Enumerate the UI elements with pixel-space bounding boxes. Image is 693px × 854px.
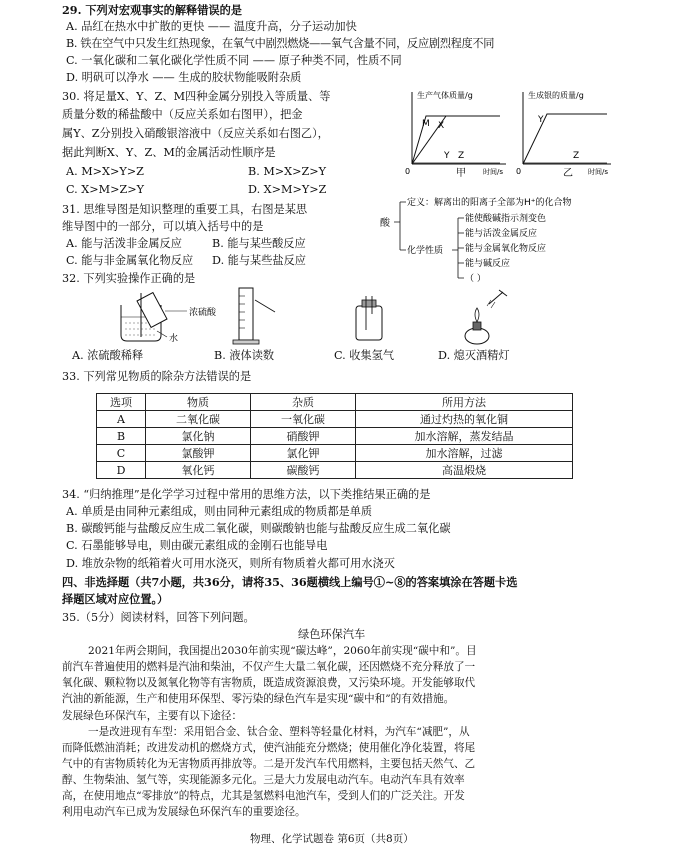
q34-option-b: B. 碳酸钙能与盐酸反应生成二氧化碳，则碳酸钠也能与盐酸反应生成二氧化碳 <box>66 522 451 535</box>
article-line: 汽油的新能源，生产和使用环保型、零污染的绿色汽车是实现“碳中和”的有效措施。 <box>62 693 455 705</box>
q30-line-4: 据此判断X、Y、Z、M的金属活动性顺序是 <box>62 146 276 159</box>
mind-map-item-3: 能与金属氧化物反应 <box>465 244 547 254</box>
q31-option-d: D. 能与某些盐反应 <box>212 254 306 267</box>
cell: 碳酸钙 <box>251 462 356 479</box>
header-option: 选项 <box>97 394 146 411</box>
table-row <box>97 445 573 462</box>
mind-map-definition: 定义：解离出的阳离子全部为H⁺的化合物 <box>407 198 572 208</box>
q30-option-a: A. M>X>Y>Z <box>66 165 144 178</box>
label-z2: Z <box>573 151 580 161</box>
q30-line-2: 质量分数的稀盐酸中（反应关系如右图甲），把金 <box>62 108 303 121</box>
q29-option-c: C. 一氧化碳和二氧化碳化学性质不同 —— 原子种类不同，性质不同 <box>66 54 402 67</box>
q29-option-b: B. 铁在空气中只发生红热现象，在氧气中剧烈燃烧——氧气含量不同，反应剧烈程度不同 <box>66 37 495 50</box>
mind-map-item-2: 能与活泼金属反应 <box>465 229 538 239</box>
article-title: 绿色环保汽车 <box>298 628 366 641</box>
q33-stem: 33. 下列常见物质的除杂方法错误的是 <box>62 370 252 383</box>
header-impurity: 杂质 <box>251 394 356 411</box>
air-stream <box>487 300 495 308</box>
q31-option-a: A. 能与活泼非金属反应 <box>66 237 182 250</box>
table-row <box>97 462 573 479</box>
q31-line-1: 31. 思维导图是知识整理的重要工具，右图是某思 <box>62 203 308 216</box>
article-line: 利用电动汽车已成为发展绿色环保汽车的重要途径。 <box>62 806 306 818</box>
cell: D <box>97 462 146 479</box>
table-row <box>97 411 573 428</box>
q32-option-c: C. 收集氢气 <box>334 349 395 362</box>
q32-option-b: B. 液体读数 <box>214 349 275 362</box>
cell: B <box>97 428 146 445</box>
branch-bracket <box>452 218 464 278</box>
q34-option-d: D. 堆放杂物的纸箱着火可用水浇灭，则所有物质着火都可用水浇灭 <box>66 557 395 570</box>
article-line: 而降低燃油消耗；改进发动机的燃烧方式，使汽油能充分燃烧；使用催化净化装置，将尾 <box>62 742 476 754</box>
graph-jia-ylabel: 生产气体质量/g <box>417 91 473 100</box>
cell: C <box>97 445 146 462</box>
gas-bottle <box>356 306 382 340</box>
label-y2: Y <box>538 115 544 125</box>
mind-map-root: 酸 <box>380 218 390 229</box>
cell: 一氧化碳 <box>251 411 356 428</box>
header-substance: 物质 <box>146 394 251 411</box>
graph-yi-origin: 0 <box>516 167 522 176</box>
article-line: 醇、生物柴油、氢气等，实现能源多元化。三是大力发展电动汽车。电动汽车具有效率 <box>62 774 465 786</box>
section-4-line-2: 择题区域对应位置。） <box>62 592 169 606</box>
table-header-row <box>97 394 573 411</box>
q32-option-d: D. 熄灭酒精灯 <box>438 349 510 362</box>
acid-bottle <box>137 293 167 328</box>
article-line: 高，在使用地点“零排放”的特点，尤其是氢燃料电池汽车，受到人们的广泛关注。开发 <box>62 790 465 802</box>
q30-option-d: D. X>M>Y>Z <box>248 183 327 196</box>
table-row <box>97 428 573 445</box>
lamp-flame <box>475 308 479 322</box>
graph-yi <box>511 86 615 178</box>
blowing-mouth <box>489 290 507 304</box>
cell: 二氧化碳 <box>146 411 251 428</box>
water-pointer <box>157 331 167 337</box>
q35-stem: 35.（5分）阅读材料，回答下列问题。 <box>62 611 255 624</box>
label-m: M <box>422 119 430 129</box>
graph-jia-name: 甲 <box>456 168 466 178</box>
article-line: 发展绿色环保汽车，主要有以下途径： <box>62 710 243 722</box>
q29-option-a: A. 品红在热水中扩散的更快 —— 温度升高，分子运动加快 <box>66 20 357 33</box>
mind-map-item-1: 能使酸碱指示剂变色 <box>465 214 547 224</box>
graph-jia-origin: 0 <box>405 167 411 176</box>
cell: 氯化钠 <box>146 428 251 445</box>
figure-b-cylinder <box>225 286 285 346</box>
graph-jia-xlabel: 时间/s <box>483 168 504 176</box>
water-label: 水 <box>169 334 179 344</box>
article-line: 2021年两会期间，我国提出2030年前实现“碳达峰”，2060年前实现“碳中和”。目 <box>88 645 477 657</box>
cell: 通过灼热的氧化铜 <box>356 411 573 428</box>
graph-yi-xlabel: 时间/s <box>588 168 609 176</box>
q34-option-c: C. 石墨能够导电，则由碳元素组成的金刚石也能导电 <box>66 539 328 552</box>
q32-stem: 32. 下列实验操作正确的是 <box>62 272 196 285</box>
cell: 硝酸钾 <box>251 428 356 445</box>
header-method: 所用方法 <box>356 394 573 411</box>
graph-jia <box>400 86 512 178</box>
root-bracket <box>394 202 406 250</box>
cylinder-base <box>233 340 259 344</box>
q32-option-a: A. 浓硫酸稀释 <box>72 349 144 362</box>
sight-line <box>255 300 275 312</box>
q29-stem: 29. 下列对宏观事实的解释错误的是 <box>62 3 242 17</box>
label-x: X <box>438 121 445 131</box>
q29-option-d: D. 明矾可以净水 —— 生成的胶状物能吸附杂质 <box>66 71 302 84</box>
mind-map-item-5: （ ） <box>465 274 486 284</box>
curve-y <box>523 114 607 164</box>
article-line: 氧化碳、颗粒物以及氮氧化物等有害物质，既造成资源浪费，又污染环境。开发能够取代 <box>62 677 476 689</box>
cell: 氯酸钾 <box>146 445 251 462</box>
bottle-stopper <box>362 300 376 307</box>
page-footer: 物理、化学试题卷 第6页（共8页） <box>250 833 414 845</box>
article-line: 一是改进现有车型：采用铝合金、钛合金、塑料等轻量化材料，为汽车“减肥”，从 <box>88 726 470 738</box>
cell: A <box>97 411 146 428</box>
cell: 氯化钾 <box>251 445 356 462</box>
lamp-wick <box>473 322 481 330</box>
acid-label: 浓硫酸 <box>189 308 217 318</box>
q30-option-c: C. X>M>Z>Y <box>66 183 144 196</box>
q31-option-b: B. 能与某些酸反应 <box>212 237 306 250</box>
mind-map <box>378 188 633 286</box>
q30-line-1: 30. 将足量X、Y、Z、M四种金属分别投入等质量、等 <box>62 90 331 103</box>
mind-map-item-4: 能与碱反应 <box>465 259 511 269</box>
figure-a-dilution <box>105 287 235 345</box>
cell: 加水溶解，过滤 <box>356 445 573 462</box>
label-y: Y <box>444 151 450 161</box>
cell: 高温煅烧 <box>356 462 573 479</box>
q30-line-3: 属Y、Z分别投入硝酸银溶液中（反应关系如右图乙）， <box>62 127 329 140</box>
article-line: 气中的有害物质转化为无害物质再排放等。二是开发汽车代用燃料，主要包括天然气、乙 <box>62 758 476 770</box>
mind-map-branch: 化学性质 <box>407 246 444 256</box>
q34-option-a: A. 单质是由同种元素组成，则由同种元素组成的物质都是单质 <box>66 505 373 518</box>
cell: 加水溶解，蒸发结晶 <box>356 428 573 445</box>
q31-line-2: 维导图中的一部分，可以填入括号中的是 <box>62 220 264 233</box>
graph-yi-name: 乙 <box>563 168 573 178</box>
q34-stem: 34. “归纳推理”是化学学习过程中常用的思维方法，以下类推结果正确的是 <box>62 488 431 501</box>
label-z: Z <box>458 151 465 161</box>
removal-table <box>96 393 573 479</box>
figure-c-collect <box>340 286 400 346</box>
graph-yi-ylabel: 生成银的质量/g <box>528 91 584 100</box>
cell: 氧化钙 <box>146 462 251 479</box>
q30-option-b: B. M>X>Z>Y <box>248 165 327 178</box>
section-4-line-1: 四、非选择题（共7小题，共36分，请将35、36题横线上编号①~⑧的答案填涂在答题卡选 <box>62 575 518 589</box>
q31-option-c: C. 能与非金属氧化物反应 <box>66 254 194 267</box>
article-line: 前汽车普遍使用的燃料是汽油和柴油，不仅产生大量二氧化碳，还因燃烧不充分释放了一 <box>62 661 476 673</box>
figure-d-lamp <box>455 284 515 348</box>
